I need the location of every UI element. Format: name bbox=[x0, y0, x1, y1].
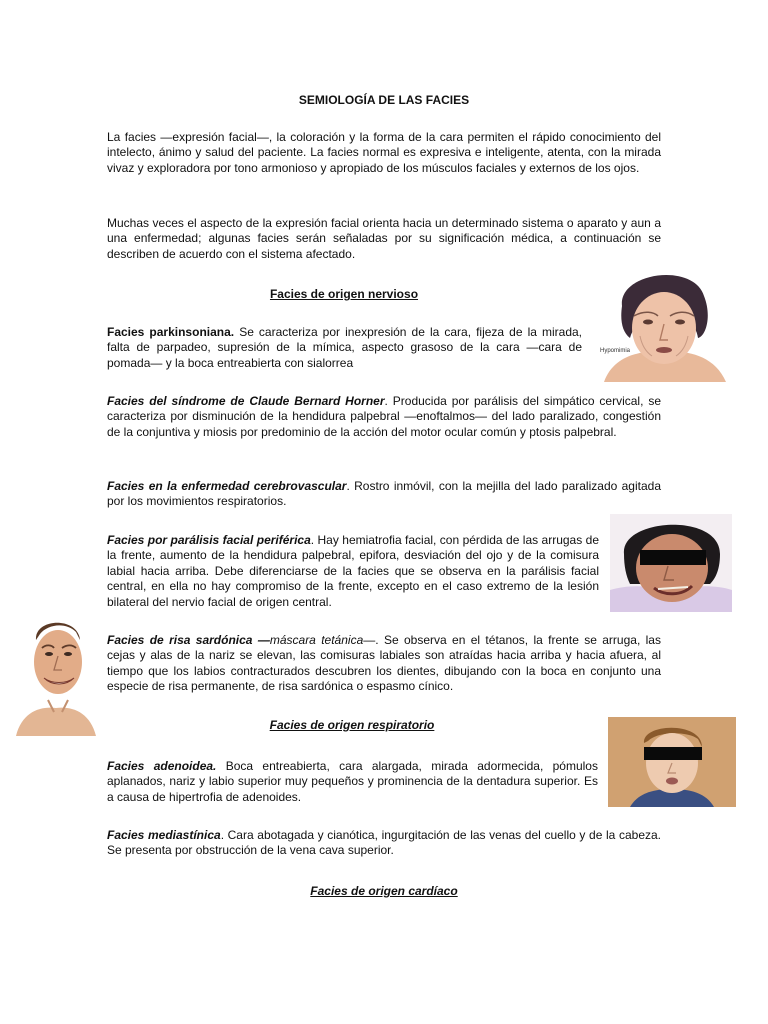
intro-paragraph-1: La facies —expresión facial—, la coloración y la forma de la cara permiten el rápido conocimiento del intelecto, ánimo y salud del paciente. La facies normal es expresiva e inteligente, atenta, con la mirada vivaz y exploradora por tono armonioso y apropiado de los músculos faciales y externos de los ojos. bbox=[107, 130, 661, 175]
section-heading-cardiaco: Facies de origen cardíaco bbox=[310, 884, 458, 898]
entry-term: Facies mediastínica bbox=[107, 828, 221, 842]
entry-sardonica bbox=[107, 633, 661, 695]
section-heading-nervioso: Facies de origen nervioso bbox=[269, 287, 419, 301]
entry-text: . Cara abotagada y cianótica, ingurgitación de las venas del cuello y de la cabeza. Se presenta por obstrucción de la vena cava superior. bbox=[107, 828, 662, 858]
page-title: SEMIOLOGÍA DE LAS FACIES bbox=[298, 93, 470, 107]
entry-adenoidea bbox=[107, 759, 598, 805]
eye-censor-bar bbox=[644, 747, 702, 760]
entry-text: Boca entreabierta, cara alargada, mirada adormecida, pómulos aplanados, nariz y labio superior muy pequeños y prominencia de la dentadura superior. Es a causa de hipertrofia de adenoides. bbox=[107, 759, 598, 804]
section-heading-respiratorio: Facies de origen respiratorio bbox=[269, 718, 435, 732]
figure-caption: Hypomimia bbox=[600, 348, 631, 354]
entry-text: . Rostro inmóvil, con la mejilla del lado paralizado agitada por los movimientos respiratorios. bbox=[107, 479, 661, 509]
entry-term: Facies en la enfermedad cerebrovascular bbox=[107, 479, 347, 493]
entry-text: Se caracteriza por inexpresión de la cara, fijeza de la mirada, falta de parpadeo, supresión de la mímica, aspecto grasoso de la cara —cara de pomada— y la boca entreabierta con sialorrea bbox=[107, 325, 582, 370]
entry-term: Facies por parálisis facial periférica bbox=[107, 533, 311, 547]
entry-text: . Hay hemiatrofia facial, con pérdida de las arrugas de la frente, aumento de la hendidura palpebral, epifora, desviación del ojo y de la comisura labial hacia arriba. Debe diferenciarse de la facies que se observa en la parálisis facial central, en ella no hay compromiso de la frente, excepto en el caso extremo de la lesión bilateral del nervio facial de origen central. bbox=[107, 533, 599, 609]
intro-paragraph-2: Muchas veces el aspecto de la expresión facial orienta hacia un determinado sistema o aparato y aun a una enfermedad; algunas facies serán señaladas por su significación médica, a continuación se describen de acuerdo con el sistema afectado. bbox=[107, 216, 661, 261]
entry-mediastinica bbox=[107, 828, 661, 859]
entry-subterm: máscara tetánica bbox=[269, 633, 364, 647]
figure-parkinson-face bbox=[594, 266, 734, 382]
entry-dash: — bbox=[252, 633, 270, 647]
figure-facial-paralysis-photo bbox=[610, 514, 732, 612]
entry-paralisis bbox=[107, 533, 599, 610]
entry-parkinsoniana bbox=[107, 325, 582, 371]
entry-term: Facies del síndrome de Claude Bernard Horner bbox=[107, 394, 385, 408]
entry-text: . Producida por parálisis del simpático cervical, se caracteriza por disminución de la hendidura palpebral —enoftalmos— del lado paralizado, congestión de la conjuntiva y miosis por predominio de la acción del motor ocular común y ptosis palpebral. bbox=[107, 394, 662, 439]
entry-cerebrovascular bbox=[107, 479, 661, 510]
entry-term: Facies parkinsoniana. bbox=[107, 325, 235, 339]
entry-term: Facies adenoidea. bbox=[107, 759, 217, 773]
entry-horner bbox=[107, 394, 661, 440]
figure-adenoid-child-photo bbox=[608, 717, 736, 807]
entry-text: —. Se observa en el tétanos, la frente se arruga, las cejas y alas de la nariz se elevan, las comisuras labiales son atraídas hacia arriba y hacia afuera, al tiempo que los labios contracturados descubren los dientes, dibujando con la boca en conjunto una especie de risa permanente, de risa sardónica o espasmo cínico. bbox=[107, 633, 661, 694]
eye-censor-bar bbox=[640, 550, 706, 565]
entry-term: Facies de risa sardónica bbox=[107, 633, 253, 647]
